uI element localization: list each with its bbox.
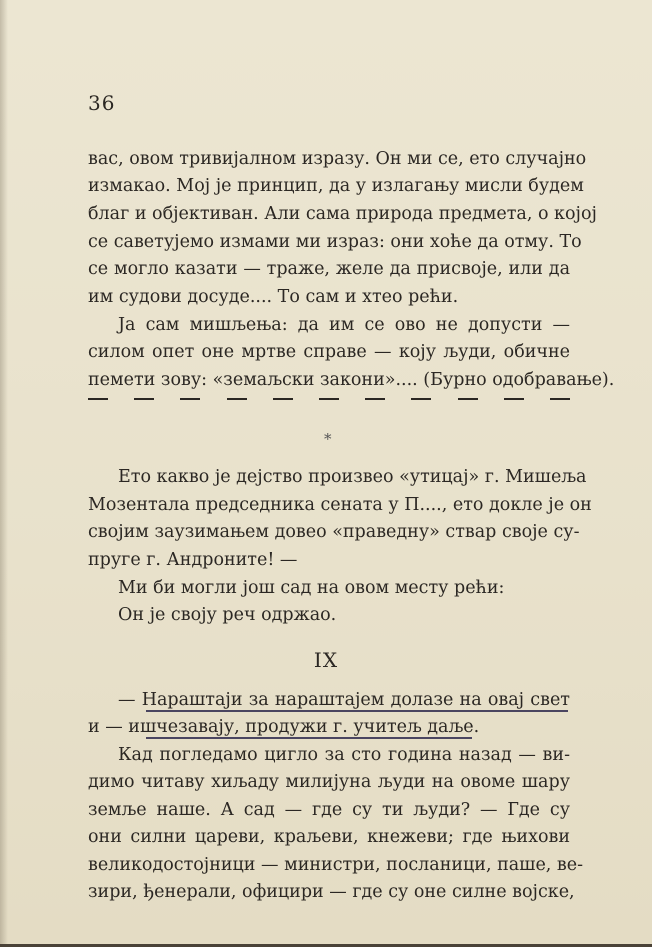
text-line: димо читаву хиљаду милијуна људи на овоме шару <box>88 772 570 792</box>
chapter-heading: IX <box>313 648 339 672</box>
pencil-underline <box>146 737 472 739</box>
text-line: измакао. Мој је принцип, да у излагању мисли будем <box>88 176 584 196</box>
text-line: својим заузимањем довео «праведну» ствар своје су- <box>88 522 580 542</box>
dash <box>365 398 385 400</box>
text-line: Кад погледамо цигло за сто година назад — ви- <box>118 745 570 765</box>
text-line: силом опет оне мртве справе — коју људи, обичне <box>88 342 570 362</box>
text-line: им судови досуде.... То сам и хтео рећи. <box>88 287 459 307</box>
text-line: благ и објективан. Али сама природа предмета, о којој <box>88 204 597 224</box>
dash <box>88 398 108 400</box>
dash <box>458 398 478 400</box>
dash-separator <box>88 398 570 400</box>
text-line: пруге г. Андроните! — <box>88 550 298 570</box>
text-line: Ја сам мишљења: да им се ово не допусти — <box>118 315 570 335</box>
text-line: се саветујемо измами ми израз: они хоће да отму. То <box>88 232 582 252</box>
dash <box>411 398 431 400</box>
text-line: земље наше. А сад — где су ти људи? — Где су <box>88 800 570 820</box>
page-edge-shadow <box>0 0 8 947</box>
dash <box>319 398 339 400</box>
dash <box>550 398 570 400</box>
dash <box>273 398 293 400</box>
text-line: они силни цареви, краљеви, кнежеви; где њихови <box>88 827 570 847</box>
text-line: великодостојници — министри, посланици, паше, ве- <box>88 855 584 875</box>
dash <box>134 398 154 400</box>
page-number: 36 <box>88 91 116 115</box>
text-line: — Нараштаји за нараштајем долазе на овај свет <box>118 690 570 710</box>
text-line: и — ишчезавају, продужи г. учитељ даље. <box>88 717 480 737</box>
dash <box>227 398 247 400</box>
text-line: Ето какво је дејство произвео «утицај» г. Мишеља <box>118 467 587 487</box>
text-line: зири, ђенерали, официри — где су оне силне војске, <box>88 882 575 902</box>
text-line: Ми би могли још сад на овом месту рећи: <box>118 578 505 598</box>
section-ornament: * <box>324 430 332 448</box>
dash <box>180 398 200 400</box>
text-line: Мозентала председника сената у П...., ето докле је он <box>88 495 592 515</box>
dash <box>504 398 524 400</box>
text-line: вас, овом тривијалном изразу. Он ми се, ето случајно <box>88 149 587 169</box>
text-line: пемети зову: «земаљски закони».... (Бурно одобравање). <box>88 370 615 390</box>
text-line: се могло казати — траже, желе да присвоје, или да <box>88 259 570 279</box>
pencil-underline <box>146 710 568 712</box>
text-line: Он је своју реч одржао. <box>118 605 337 625</box>
